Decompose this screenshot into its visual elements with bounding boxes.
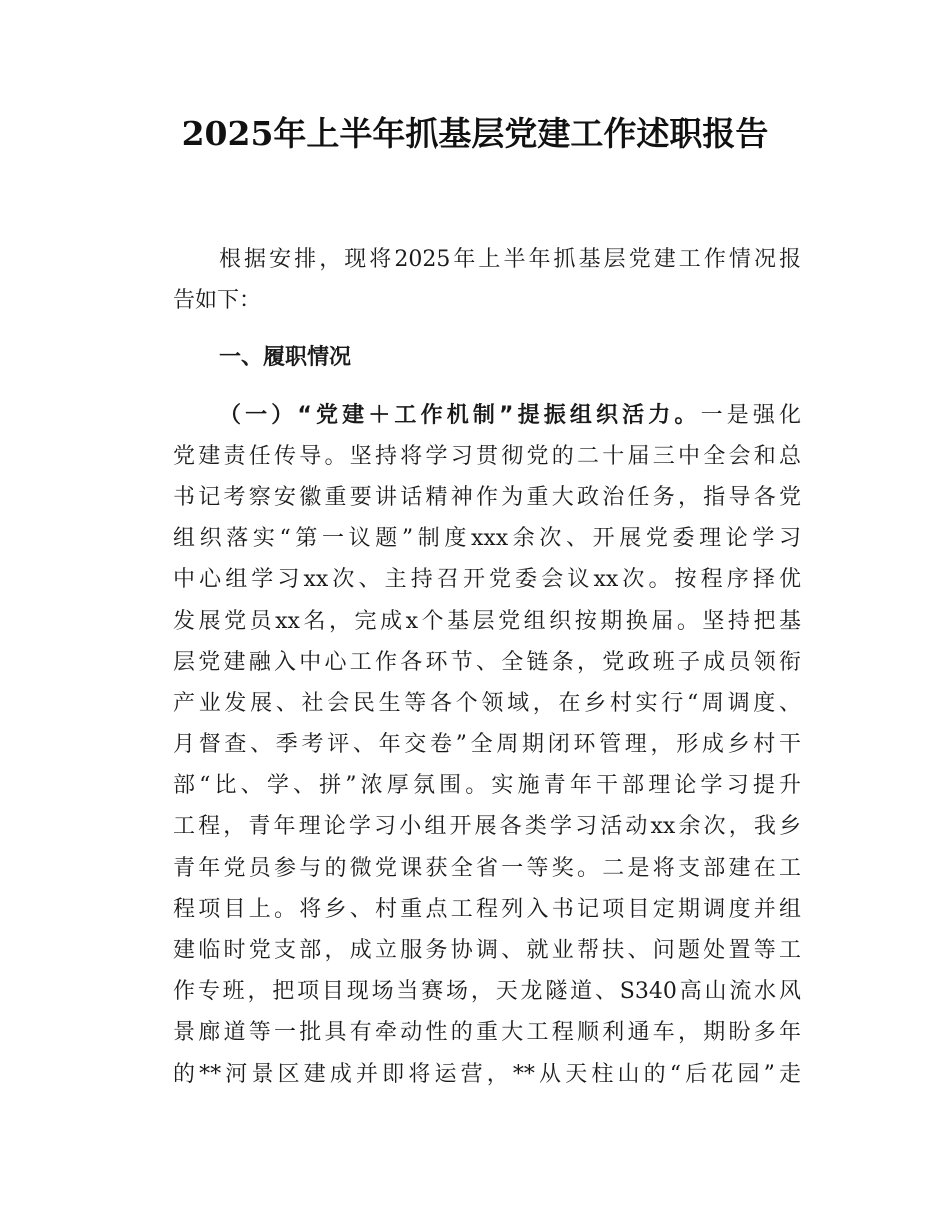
paragraph-line: 景廊道等一批具有牵动性的重大工程顺利通车，期盼多年 <box>173 1020 801 1046</box>
paragraph-line: 产业发展、社会民生等各个领域，在乡村实行“周调度、 <box>173 690 801 716</box>
paragraph-line: 建临时党支部，成立服务协调、就业帮扶、问题处置等工 <box>173 938 801 963</box>
paragraph-line: 作专班，把项目现场当赛场，天龙隧道、S340高山流水风 <box>173 979 801 1005</box>
paragraph-line: 党建责任传导。坚持将学习贯彻党的二十届三中全会和总 <box>173 443 801 469</box>
subsection-first-line-rest: 一是强化 <box>700 402 801 428</box>
paragraph-line: 月督查、季考评、年交卷”全周期闭环管理，形成乡村干 <box>173 732 801 758</box>
paragraph-line: 程项目上。将乡、村重点工程列入书记项目定期调度并组 <box>173 896 801 922</box>
paragraph-line: 组织落实“第一议题”制度xxx余次、开展党委理论学习 <box>173 526 801 552</box>
subsection-heading: （一）“党建＋工作机制”提振组织活力。 <box>219 402 701 428</box>
spacer <box>173 321 801 337</box>
paragraph-line: 中心组学习xx次、主持召开党委会议xx次。按程序择优 <box>173 567 801 593</box>
paragraph-line: 青年党员参与的微党课获全省一等奖。二是将支部建在工 <box>173 855 801 881</box>
paragraph-line: 发展党员xx名，完成x个基层党组织按期换届。坚持把基 <box>173 608 801 634</box>
paragraph-line: 的**河景区建成并即将运营，**从天柱山的“后花园”走 <box>173 1061 801 1087</box>
paragraph-line: 层党建融入中心工作各环节、全链条，党政班子成员领衔 <box>173 649 801 675</box>
document-title: 2025年上半年抓基层党建工作述职报告 <box>181 114 769 153</box>
paragraph-line: 工程，青年理论学习小组开展各类学习活动xx余次，我乡 <box>173 814 801 840</box>
section-heading: 一、履职情况 <box>219 345 352 371</box>
document-body <box>173 239 801 1095</box>
intro-line-1: 根据安排，现将2025年上半年抓基层党建工作情况报 <box>219 247 801 272</box>
subsection-first-line <box>173 395 801 436</box>
paragraph-line: 部“比、学、拼”浓厚氛围。实施青年干部理论学习提升 <box>173 773 801 799</box>
spacer <box>173 379 801 395</box>
paragraph-line: 书记考察安徽重要讲话精神作为重大政治任务，指导各党 <box>173 484 801 510</box>
intro-line-2: 告如下： <box>173 288 262 314</box>
